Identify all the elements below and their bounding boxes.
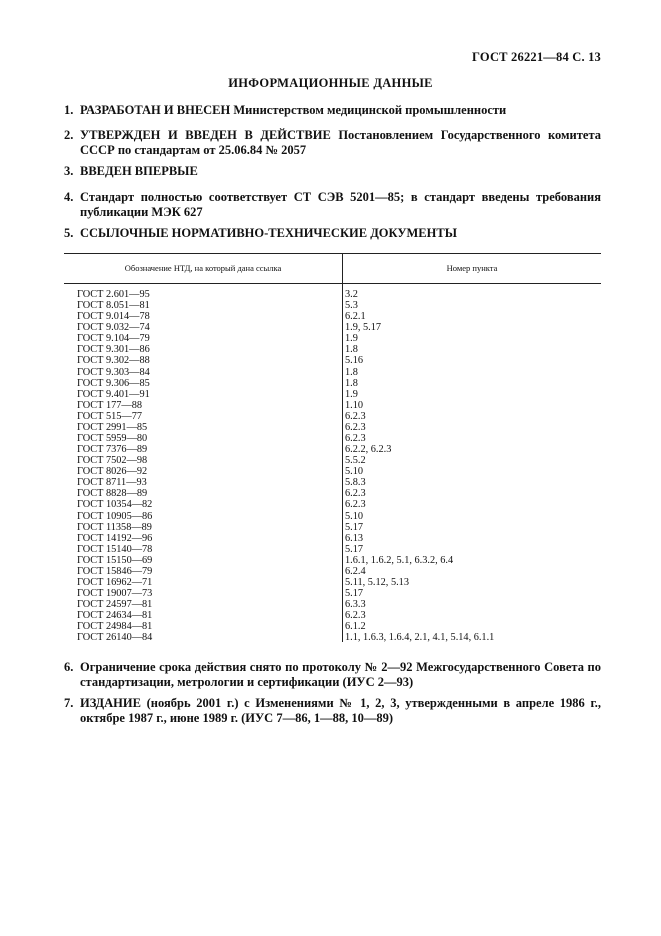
document-cell: ГОСТ 9.401—91	[77, 388, 150, 400]
info-item-7	[64, 696, 601, 726]
page-header: ГОСТ 26221—84 С. 13	[472, 50, 601, 64]
document-cell: ГОСТ 9.306—85	[77, 377, 150, 389]
document-cell: ГОСТ 15150—69	[77, 554, 153, 566]
clause-cell: 5.16	[345, 355, 364, 367]
document-cell: ГОСТ 15140—78	[77, 543, 153, 555]
info-item-3	[64, 164, 601, 179]
document-cell: ГОСТ 2.601—95	[77, 289, 150, 300]
table-row	[64, 466, 601, 477]
document-cell: ГОСТ 24634—81	[77, 610, 153, 622]
table-row	[64, 577, 601, 588]
document-cell: ГОСТ 26140—84	[77, 632, 153, 644]
clause-cell: 6.2.1	[345, 311, 366, 323]
document-cell: ГОСТ 9.301—86	[77, 344, 150, 356]
document-cell: ГОСТ 7502—98	[77, 455, 148, 467]
document-cell: ГОСТ 9.302—88	[77, 355, 150, 367]
document-cell: ГОСТ 9.104—79	[77, 333, 150, 345]
info-item-2	[64, 128, 601, 158]
item-text: ИЗДАНИЕ (ноябрь 2001 г.) с Изменениями № 1, 2, 3, утвержденными в апреле 1986 г., октябре 1987 г., июне 1989 г. (ИУС 7—86, 1—88, 10—89)	[80, 696, 601, 725]
document-cell: ГОСТ 8711—93	[77, 477, 147, 489]
document-cell: ГОСТ 2991—85	[77, 421, 148, 433]
table-row	[64, 610, 601, 621]
clause-cell: 1.10	[345, 399, 364, 411]
clause-cell: 5.5.2	[345, 455, 366, 467]
clause-cell: 6.2.3	[345, 421, 366, 433]
clause-cell: 3.2	[345, 289, 358, 300]
clause-cell: 6.1.2	[345, 621, 366, 633]
column-header-clause: Номер пункта	[446, 263, 498, 273]
clause-cell: 6.2.3	[345, 499, 366, 511]
table-row	[64, 588, 601, 599]
table-row	[64, 533, 601, 544]
item-text: Ограничение срока действия снято по протоколу № 2—92 Межгосударственного Совета по стандартизации, метрологии и сертификации (ИУС 2—93)	[80, 660, 601, 689]
document-cell: ГОСТ 8026—92	[77, 466, 148, 478]
item-number: 2.	[64, 128, 74, 142]
clause-cell: 5.17	[345, 521, 364, 533]
document-cell: ГОСТ 15846—79	[77, 565, 153, 577]
table-row	[64, 566, 601, 577]
document-cell: ГОСТ 8828—89	[77, 488, 148, 500]
table-row	[64, 400, 601, 411]
table-row	[64, 322, 601, 333]
clause-cell: 5.11, 5.12, 5.13	[345, 577, 409, 589]
table-row	[64, 499, 601, 510]
table-header	[64, 253, 601, 284]
clause-cell: 6.2.3	[345, 433, 366, 445]
column-header-document: Обозначение НТД, на который дана ссылка	[64, 254, 343, 283]
info-item-6	[64, 660, 601, 690]
table-row	[64, 477, 601, 488]
table-row	[64, 444, 601, 455]
clause-cell: 5.10	[345, 466, 364, 478]
clause-cell: 1.8	[345, 366, 358, 378]
table-row	[64, 378, 601, 389]
document-cell: ГОСТ 177—88	[77, 399, 143, 411]
table-body	[64, 284, 601, 644]
clause-cell: 1.8	[345, 377, 358, 389]
item-text: РАЗРАБОТАН И ВНЕСЕН Министерством медицинской промышленности	[80, 103, 507, 117]
document-cell: ГОСТ 16962—71	[77, 577, 153, 589]
clause-cell: 1.8	[345, 344, 358, 356]
item-number: 4.	[64, 190, 74, 204]
info-item-5	[64, 226, 601, 241]
document-cell: ГОСТ 9.014—78	[77, 311, 150, 323]
table-row	[64, 511, 601, 522]
clause-cell: 1.9, 5.17	[345, 322, 382, 334]
document-cell: ГОСТ 11358—89	[77, 521, 152, 533]
document-cell: ГОСТ 24984—81	[77, 621, 153, 633]
table-row	[64, 599, 601, 610]
table-row	[64, 289, 601, 300]
document-cell: ГОСТ 8.051—81	[77, 300, 150, 312]
table-row	[64, 422, 601, 433]
table-row	[64, 333, 601, 344]
document-cell: ГОСТ 14192—96	[77, 532, 153, 544]
document-cell: ГОСТ 24597—81	[77, 599, 153, 611]
clause-cell: 5.8.3	[345, 477, 366, 489]
clause-cell: 6.13	[345, 532, 364, 544]
clause-cell: 6.2.3	[345, 488, 366, 500]
table-row	[64, 621, 601, 632]
clause-cell: 6.2.2, 6.2.3	[345, 444, 392, 456]
item-number: 3.	[64, 164, 74, 178]
clause-cell: 6.3.3	[345, 599, 366, 611]
table-row	[64, 411, 601, 422]
table-row	[64, 367, 601, 378]
item-text: УТВЕРЖДЕН И ВВЕДЕН В ДЕЙСТВИЕ Постановлением Государственного комитета СССР по стандартам от 25.06.84 № 2057	[80, 128, 601, 157]
table-row	[64, 522, 601, 533]
clause-cell: 1.9	[345, 388, 358, 400]
document-cell: ГОСТ 5959—80	[77, 433, 148, 445]
clause-cell: 6.2.3	[345, 410, 366, 422]
item-number: 5.	[64, 226, 74, 240]
document-cell: ГОСТ 19007—73	[77, 588, 153, 600]
item-text: Стандарт полностью соответствует СТ СЭВ 5201—85; в стандарт введены требования публикации МЭК 627	[80, 190, 601, 219]
table-row	[64, 544, 601, 555]
clause-cell: 1.1, 1.6.3, 1.6.4, 2.1, 4.1, 5.14, 6.1.1	[345, 632, 495, 644]
clause-cell: 5.17	[345, 543, 364, 555]
item-text: ВВЕДЕН ВПЕРВЫЕ	[80, 164, 198, 178]
item-number: 7.	[64, 696, 74, 710]
document-cell: ГОСТ 10905—86	[77, 510, 153, 522]
item-number: 6.	[64, 660, 74, 674]
table-row	[64, 389, 601, 400]
document-cell: ГОСТ 9.032—74	[77, 322, 150, 334]
table-row	[64, 355, 601, 366]
clause-cell: 5.17	[345, 588, 364, 600]
table-row	[64, 300, 601, 311]
table-row	[64, 488, 601, 499]
document-cell: ГОСТ 10354—82	[77, 499, 153, 511]
clause-cell: 1.9	[345, 333, 358, 345]
table-row	[64, 555, 601, 566]
document-cell: ГОСТ 7376—89	[77, 444, 148, 456]
info-item-4	[64, 190, 601, 220]
table-row	[64, 344, 601, 355]
table-row	[64, 632, 601, 643]
clause-cell: 5.3	[345, 300, 358, 312]
clause-cell: 6.2.3	[345, 610, 366, 622]
info-item-1	[64, 103, 601, 118]
page-title: ИНФОРМАЦИОННЫЕ ДАННЫЕ	[228, 76, 433, 90]
table-row	[64, 455, 601, 466]
document-cell: ГОСТ 515—77	[77, 410, 143, 422]
clause-cell: 5.10	[345, 510, 364, 522]
item-number: 1.	[64, 103, 74, 117]
clause-cell: 6.2.4	[345, 565, 366, 577]
table-row	[64, 433, 601, 444]
clause-cell: 1.6.1, 1.6.2, 5.1, 6.3.2, 6.4	[345, 554, 454, 566]
document-cell: ГОСТ 9.303—84	[77, 366, 150, 378]
references-table	[64, 253, 601, 644]
table-row	[64, 311, 601, 322]
item-text: ССЫЛОЧНЫЕ НОРМАТИВНО-ТЕХНИЧЕСКИЕ ДОКУМЕНТЫ	[80, 226, 457, 240]
